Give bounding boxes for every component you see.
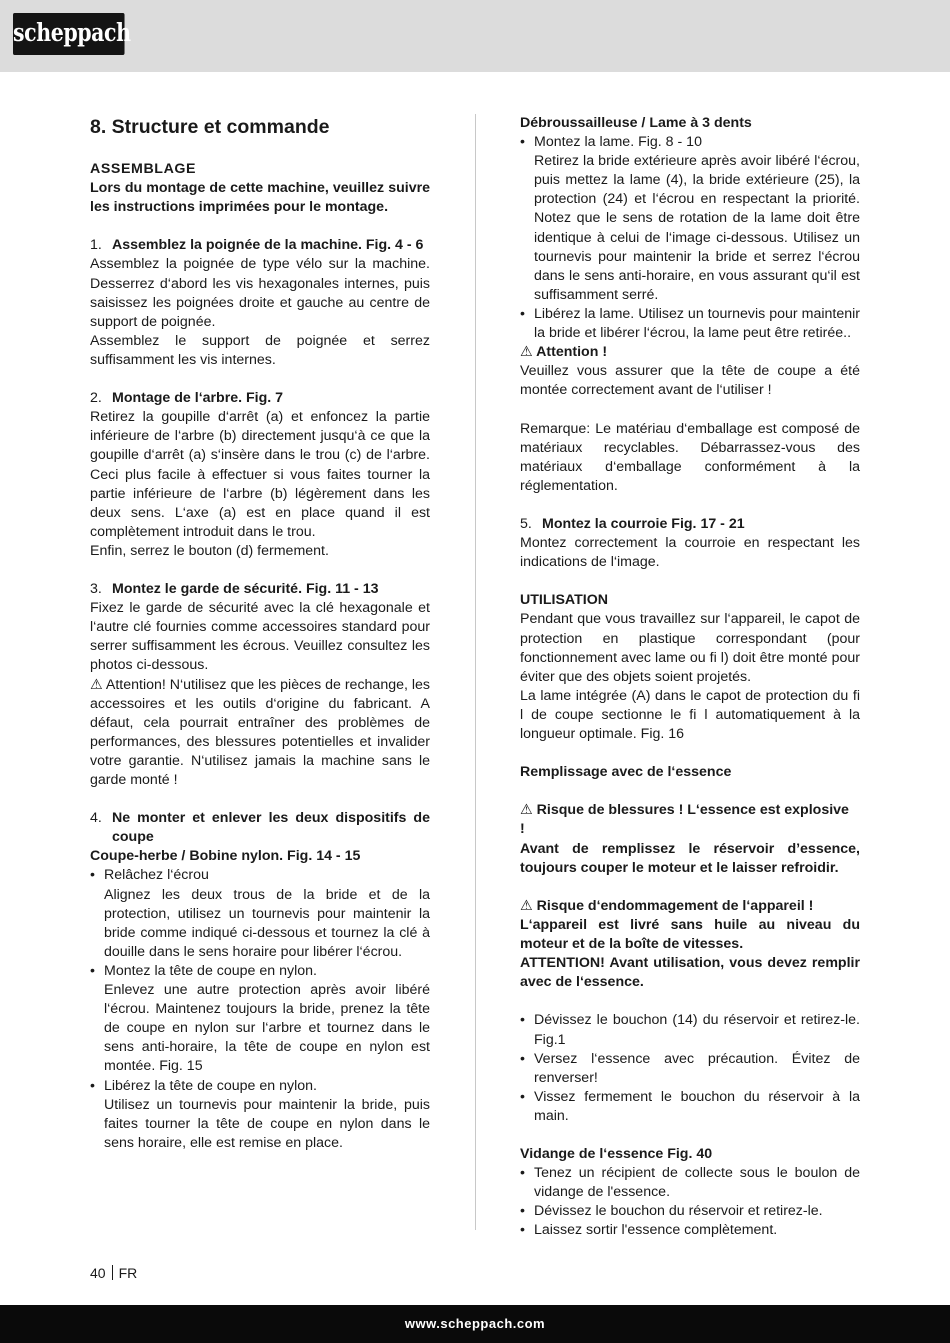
debroussailleuse-title: Débroussailleuse / Lame à 3 dents (520, 115, 752, 131)
step-3-warning: ⚠ Attention! N‘utilisez que les pièces de rechange, les accessoires et les outils d‘origine du fabricant. A défaut, cela pourrait entraîner des problèmes de performances, des blessures potentielles et invalider votre garantie. N‘utilisez jamais la machine sans le garde monté ! (90, 676, 431, 788)
bottom-bar (0, 1305, 950, 1343)
brand-logo: scheppach (13, 13, 125, 55)
page-footer (90, 1265, 137, 1281)
step-3-heading: 3. Montez le garde de sécurité. Fig. 11 - 13 (90, 581, 379, 598)
step-1-text: Assemblez la poignée de type vélo sur la machine. Desserrez d‘abord les vis hexagonales internes, puis saisissez les poignées droite et gauche au centre de support de poignée. (90, 256, 430, 330)
risque-blessures-heading: ⚠ Risque de blessures ! L‘essence est explosive (520, 802, 849, 819)
list-item: • Libérez la tête de coupe en nylon. (90, 1077, 317, 1094)
list-item: • Dévissez le bouchon (14) du réservoir et retirez-le. Fig.1 (520, 1012, 860, 1048)
utilisation-text: Pendant que vous travaillez sur l‘appareil, le capot de protection en plastique correspondant (pour fonctionnement avec lame ou fi l) doit être monté pour éviter que des objets soient projetés. (520, 611, 860, 685)
page-number: 40 (90, 1265, 106, 1281)
step-1-heading: 1. Assemblez la poignée de la machine. Fig. 4 - 6 (90, 237, 424, 254)
remplissage-title: Remplissage avec de l‘essence (520, 764, 732, 781)
step-4-heading: 4. Ne monter et enlever les deux dispositifs de (90, 810, 430, 827)
risque-endommagement-text: L‘appareil est livré sans huile au niveau du moteur et de la boîte de vitesses. (520, 916, 860, 953)
vidange-title: Vidange de l‘essence Fig. 40 (520, 1146, 713, 1163)
step-3-text: Fixez le garde de sécurité avec la clé hexagonale et l‘autre clé fournies comme accessoires standard pour serrer suffisamment les écrous. Veuillez consultez les photos ci-dessous. (90, 600, 430, 674)
list-item: • Versez l‘essence avec précaution. Évitez de renverser! (520, 1050, 860, 1086)
list-item: • Laissez sortir l'essence complètement. (520, 1222, 778, 1239)
section-title: 8. Structure et commande (90, 116, 330, 138)
list-item-detail: Utilisez un tournevis pour maintenir la bride, puis faites tourner la tête de coupe en nylon dans le sens horaire, elle est remise en place. (104, 1096, 430, 1151)
step-5-text: Montez correctement la courroie en respectant les indications de l‘image. (520, 535, 860, 571)
list-item-detail: Enlevez une autre protection après avoir libéré l‘écrou. Maintenez toujours la bride, prenez la tête de coupe en nylon sur l‘arbre et tournez dans le sens anti-horaire, la tête de coupe en nylon est montée. Fig. 15 (104, 982, 430, 1075)
step-1-text-2: Assemblez le support de poignée et serrez suffisamment les vis internes. (90, 332, 430, 368)
list-item-detail: Retirez la bride extérieure après avoir libéré l‘écrou, puis mettez la lame (4), la bride extérieure (25), la protection (24) et l‘écrou en respectant la priorité. Notez que le sens de rotation de la lame doit être identique à celui de l‘image ci-dessous. Utilisez un tournevis pour maintenir la bride et serrez l‘écrou dans le sens anti-horaire, en vous assurant qu‘il est suffisamment serré. (534, 153, 860, 303)
risque-blessures-text: Avant de remplissez le réservoir d’essence, toujours couper le moteur et le laisser refroidir. (520, 840, 860, 876)
list-item: • Libérez la lame. Utilisez un tournevis pour maintenir la bride et libérer l‘écrou, la lame peut être retirée.. (520, 305, 860, 342)
list-item: • Relâchez l‘écrou (90, 867, 209, 884)
risque-blessures-heading-cont: ! (520, 821, 525, 838)
risque-endommagement-heading: ⚠ Risque d‘endommagement de l‘appareil ! (520, 897, 814, 914)
header-bar (0, 0, 950, 72)
right-column (520, 114, 860, 1241)
utilisation-heading: UTILISATION (520, 592, 609, 609)
list-item: • Montez la tête de coupe en nylon. (90, 962, 317, 979)
attention-heading: ⚠ Attention ! (520, 344, 608, 361)
step-2-text-2: Enfin, serrez le bouton (d) fermement. (90, 542, 329, 559)
assemblage-heading: ASSEMBLAGE (90, 161, 197, 177)
footer-separator (112, 1265, 113, 1280)
remarque-text: Remarque: Le matériau d‘emballage est composé de matériaux recyclables. Débarrassez-vous des matériaux d‘emballage conformément à la réglementation. (520, 420, 860, 494)
website-link[interactable]: www.scheppach.com (404, 1316, 546, 1331)
attention-essence-text: ATTENTION! Avant utilisation, vous devez remplir avec de l‘essence. (520, 955, 860, 991)
step-2-text: Retirez la goupille d‘arrêt (a) et enfoncez la partie inférieure de l‘arbre (b) directement jusqu‘à ce que la goupille d‘arrêt (a) s‘insère dans le trou (c) de l‘arbre. Ceci plus facile à effectuer si vous faites tourner la partie inférieure de l‘arbre (b) légèrement dans les deux sens. L‘axe (a) est en place quand il est complètement introduit dans le trou. (90, 409, 430, 540)
list-item: • Montez la lame. Fig. 8 - 10 (520, 134, 702, 151)
language-code: FR (118, 1265, 138, 1281)
column-divider (475, 114, 476, 1230)
coupe-herbe-title: Coupe-herbe / Bobine nylon. Fig. 14 - 15 (90, 848, 361, 865)
attention-text: Veuillez vous assurer que la tête de coupe a été montée correctement avant de l‘utiliser ! (520, 363, 860, 399)
list-item: • Dévissez le bouchon du réservoir et retirez-le. (520, 1203, 823, 1220)
step-2-heading: 2. Montage de l‘arbre. Fig. 7 (90, 390, 284, 407)
utilisation-text-2: La lame intégrée (A) dans le capot de protection du fi l de coupe sectionne le fi l automatiquement à la longueur optimale. Fig. 16 (520, 687, 860, 742)
left-column (90, 114, 430, 1153)
step-4-heading-cont: coupe (112, 829, 154, 846)
step-5-heading: 5. Montez la courroie Fig. 17 - 21 (520, 515, 745, 532)
list-item-detail: Alignez les deux trous de la bride et de la protection, utilisez un tournevis pour maintenir la bride comme indiqué ci-dessous et tournez la clé à douille dans le sens horaire pour libérer l‘écrou. (104, 886, 430, 960)
list-item: • Vissez fermement le bouchon du réservoir à la main. (520, 1088, 860, 1124)
list-item: • Tenez un récipient de collecte sous le boulon de vidange de l'essence. (520, 1165, 860, 1201)
assemblage-intro: Lors du montage de cette machine, veuillez suivre les instructions imprimées pour le montage. (90, 180, 430, 216)
